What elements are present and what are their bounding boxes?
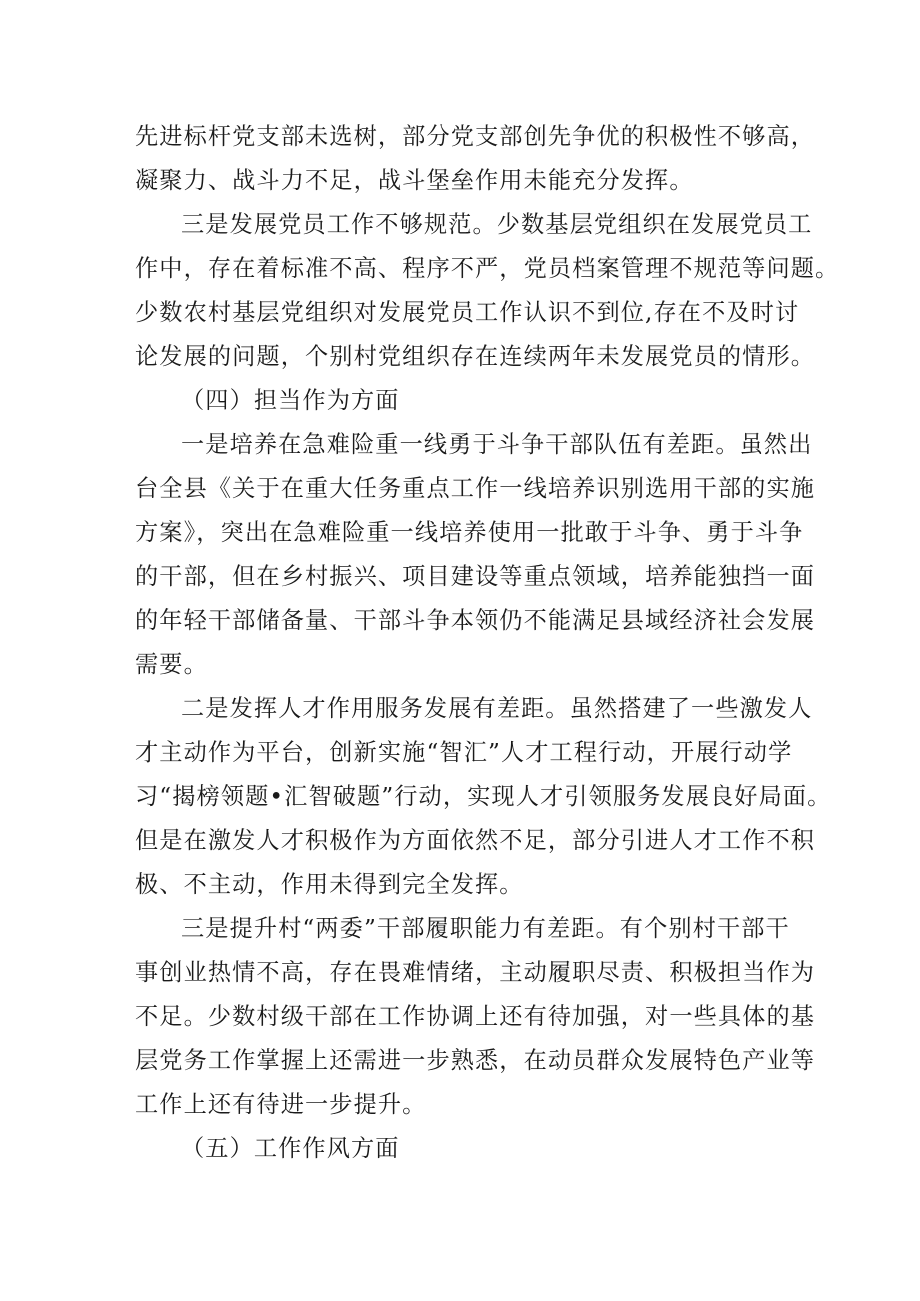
section-heading: （五）工作作风方面 <box>181 1135 400 1162</box>
paragraph-line: 的年轻干部储备量、干部斗争本领仍不能满足县域经济社会发展 <box>135 607 816 634</box>
paragraph-line: 方案》，突出在急难险重一线培养使用一批敢于斗争、勇于斗争 <box>135 519 804 546</box>
paragraph-line: 一是培养在急难险重一线勇于斗争干部队伍有差距。虽然出 <box>181 431 813 458</box>
paragraph-line: 台全县《关于在重大任务重点工作一线培养识别选用干部的实施 <box>135 475 816 502</box>
paragraph-line: 但是在激发人才积极作为方面依然不足，部分引进人才工作不积 <box>135 827 816 854</box>
section-heading: （四）担当作为方面 <box>181 387 400 414</box>
paragraph-line: 二是发挥人才作用服务发展有差距。虽然搭建了一些激发人 <box>181 695 813 722</box>
paragraph-line: 事创业热情不高，存在畏难情绪，主动履职尽责、积极担当作为 <box>135 959 816 986</box>
paragraph-line: 三是提升村“两委”干部履职能力有差距。有个别村干部干 <box>181 915 790 942</box>
paragraph-line: 习“揭榜领题•汇智破题”行动，实现人才引领服务发展良好局面。 <box>135 783 832 810</box>
paragraph-line: 少数农村基层党组织对发展党员工作认识不到位,存在不及时讨 <box>135 299 800 326</box>
paragraph-line: 先进标杆党支部未选树，部分党支部创先争优的积极性不够高， <box>135 123 816 150</box>
paragraph-line: 需要。 <box>135 651 208 678</box>
paragraph-line: 不足。少数村级干部在工作协调上还有待加强，对一些具体的基 <box>135 1003 816 1030</box>
paragraph-line: 极、不主动，作用未得到完全发挥。 <box>135 871 524 898</box>
paragraph-line: 工作上还有待进一步提升。 <box>135 1091 427 1118</box>
paragraph-line: 的干部，但在乡村振兴、项目建设等重点领域，培养能独挡一面 <box>135 563 816 590</box>
paragraph-line: 三是发展党员工作不够规范。少数基层党组织在发展党员工 <box>181 211 813 238</box>
paragraph-line: 论发展的问题，个别村党组织存在连续两年未发展党员的情形。 <box>135 343 816 370</box>
paragraph-line: 作中，存在着标准不高、程序不严，党员档案管理不规范等问题。 <box>135 255 840 282</box>
paragraph-line: 层党务工作掌握上还需进一步熟悉，在动员群众发展特色产业等 <box>135 1047 816 1074</box>
paragraph-line: 凝聚力、战斗力不足，战斗堡垒作用未能充分发挥。 <box>135 167 694 194</box>
paragraph-line: 才主动作为平台，创新实施“智汇”人才工程行动，开展行动学 <box>135 739 793 766</box>
